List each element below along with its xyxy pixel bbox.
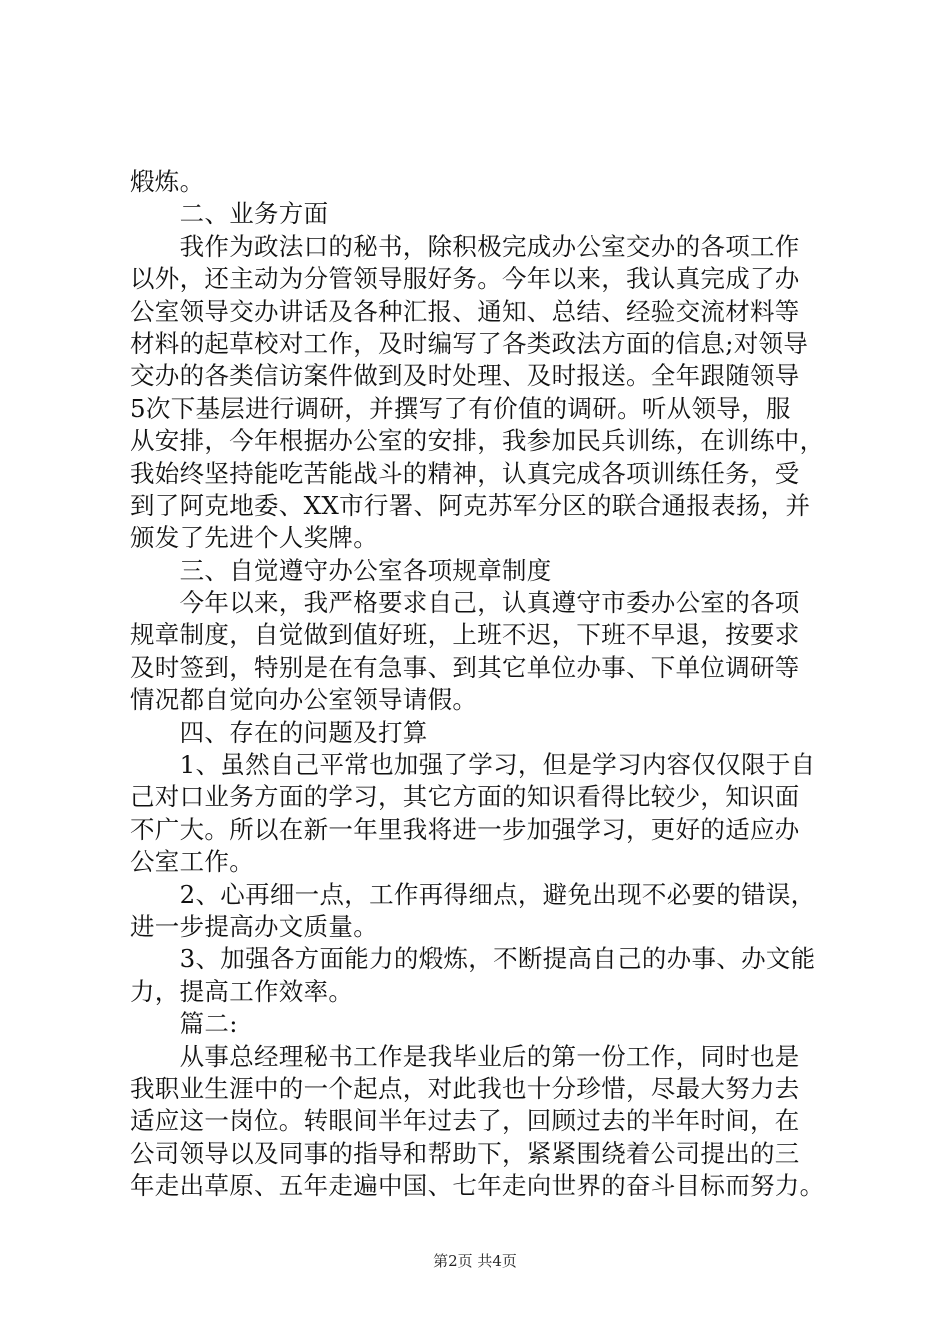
text-line: 三、自觉遵守办公室各项规章制度: [130, 555, 552, 585]
text-line: 公室工作。: [130, 847, 254, 877]
text-line: 3、加强各方面能力的煅炼，不断提高自己的办事、办文能: [130, 944, 816, 974]
text-line: 进一步提高办文质量。: [130, 911, 378, 941]
text-line: 适应这一岗位。转眼间半年过去了，回顾过去的半年时间，在: [130, 1106, 800, 1136]
text-line: 以外，还主动为分管领导服好务。今年以来，我认真完成了办: [130, 264, 800, 294]
text-line: 我职业生涯中的一个起点，对此我也十分珍惜，尽最大努力去: [130, 1073, 800, 1103]
text-line: 篇二:: [130, 1009, 238, 1039]
text-line: 2、心再细一点，工作再得细点，避免出现不必要的错误，: [130, 879, 816, 909]
text-line: 二、业务方面: [130, 199, 329, 229]
text-line: 我始终坚持能吃苦能战斗的精神，认真完成各项训练任务，受: [130, 458, 800, 488]
text-line: 5次下基层进行调研，并撰写了有价值的调研。听从领导，服: [130, 393, 791, 423]
text-line: 交办的各类信访案件做到及时处理、及时报送。全年跟随领导: [130, 361, 800, 391]
text-line: 1、虽然自己平常也加强了学习，但是学习内容仅仅限于自: [130, 750, 816, 780]
text-line: 煅炼。: [130, 167, 205, 196]
page-footer: 第2页 共4页: [433, 1252, 517, 1270]
text-line: 材料的起草校对工作，及时编写了各类政法方面的信息;对领导: [130, 328, 809, 358]
text-line: 从安排，今年根据办公室的安排，我参加民兵训练，在训练中，: [130, 426, 825, 456]
text-line: 及时签到，特别是在有急事、到其它单位办事、下单位调研等: [130, 652, 800, 682]
text-line: 己对口业务方面的学习，其它方面的知识看得比较少，知识面: [130, 782, 800, 812]
text-line: 我作为政法口的秘书，除积极完成办公室交办的各项工作: [130, 231, 800, 261]
text-line: 颁发了先进个人奖牌。: [130, 523, 378, 553]
text-line: 公司领导以及同事的指导和帮助下，紧紧围绕着公司提出的三: [130, 1138, 800, 1168]
text-line: 不广大。所以在新一年里我将进一步加强学习，更好的适应办: [130, 814, 800, 844]
text-line: 情况都自觉向办公室领导请假。: [130, 685, 478, 715]
text-line: 力，提高工作效率。: [130, 976, 354, 1006]
text-line: 今年以来，我严格要求自己，认真遵守市委办公室的各项: [130, 588, 800, 618]
text-line: 从事总经理秘书工作是我毕业后的第一份工作，同时也是: [130, 1041, 800, 1071]
text-line: 年走出草原、五年走遍中国、七年走向世界的奋斗目标而努力。: [130, 1171, 825, 1201]
text-line: 公室领导交办讲话及各种汇报、通知、总结、经验交流材料等: [130, 296, 800, 326]
text-line: 规章制度，自觉做到值好班，上班不迟，下班不早退，按要求: [130, 620, 800, 650]
document-body: [130, 166, 840, 1203]
text-line: 四、存在的问题及打算: [130, 717, 428, 747]
text-line: 到了阿克地委、XX市行署、阿克苏军分区的联合通报表扬，并: [130, 490, 811, 520]
